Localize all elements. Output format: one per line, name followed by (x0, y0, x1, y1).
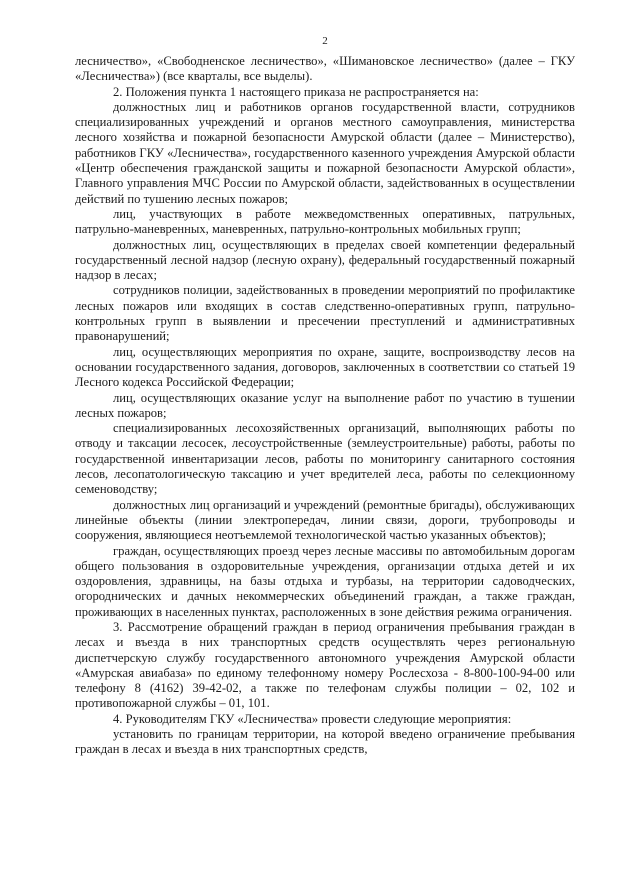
paragraph-firefighting-services: лиц, осуществляющих оказание услуг на выполнение работ по участию в тушении лесных пожаров; (75, 390, 575, 420)
page-number: 2 (322, 35, 328, 47)
paragraph-forest-protection: лиц, осуществляющих мероприятия по охране, защите, воспроизводству лесов на основании государственного задания, договоров, заключенных в соответствии со статьей 19 Лесного кодекса Российской Федерации; (75, 344, 575, 390)
paragraph-item-2: 2. Положения пункта 1 настоящего приказа не распространяется на: (113, 84, 479, 99)
paragraph-patrol-groups: лиц, участвующих в работе межведомственных оперативных, патрульных, патрульно-маневренных, маневренных, патрульно-контрольных мобильных групп; (75, 206, 575, 237)
paragraph-boundaries: установить по границам территории, на которой введено ограничение пребывания граждан в лесах и въезда в них транспортных средств, (75, 727, 575, 757)
paragraph-forest-supervision: должностных лиц, осуществляющих в пределах своей компетенции федеральный государственный лесной надзор (лесную охрану), федеральный государственный пожарный надзор в лесах; (75, 237, 575, 283)
paragraph-police: сотрудников полиции, задействованных в проведении мероприятий по профилактике лесных пожаров или входящих в состав следственно-оперативных групп, патрульно-контрольных групп в выявлении и пресечении преступлений и административных правонарушений; (75, 283, 575, 344)
paragraph-citizens-transit: граждан, осуществляющих проезд через лесные массивы по автомобильным дорогам общего пользования в оздоровительные учреждения, организации отдыха детей и их оздоровления, здравницы, на базы отдыха и турбазы, на территории садоводческих, огороднических и дачных некоммерческих объединений граждан, а также граждан, проживающих в населенных пунктах, расположенных в зоне действия режима ограничения. (75, 543, 575, 619)
paragraph-officials: должностных лиц и работников органов государственной власти, сотрудников специализированных учреждений и органов местного самоуправления, министерства лесного хозяйства и пожарной безопасности Амурской области (далее – Министерство), работников ГКУ «Лесничества», государственного казенного учреждения Амурской области «Центр обеспечения гражданской защиты и пожарной безопасности Амурской области», Главного управления МЧС России по Амурской области, задействованных в осуществлении действий по тушению лесных пожаров; (75, 99, 575, 206)
paragraph-item-3: 3. Рассмотрение обращений граждан в период ограничения пребывания граждан в лесах и въезда в них транспортных средств осуществлять через региональную диспетчерскую службу государственного автономного учреждения Амурской области «Амурская авиабаза» по единому телефонному номеру Рослесхоза - 8-800-100-94-00 или телефону 8 (4162) 39-42-02, а также по телефонам службы полиции – 02, 102 и противопожарной службы – 01, 101. (75, 619, 575, 711)
paragraph-forestry-organizations: специализированных лесохозяйственных организаций, выполняющих работы по отводу и таксации лесосек, лесоустройственные (землеустроительные) работы, работы по государственной инвентаризации лесов, работы по мониторингу санитарного состояния лесов, лесопатологическую таксацию и учет вредителей леса, работы по селекционному семеноводству; (75, 421, 575, 497)
paragraph-item-4: 4. Руководителям ГКУ «Лесничества» провести следующие мероприятия: (113, 711, 512, 726)
paragraph-linear-objects: должностных лиц организаций и учреждений (ремонтные бригады), обслуживающих линейные объекты (линии электропередач, линии связи, дороги, трубопроводы и сооружения, являющиеся неотъемлемой технологической частью указанных объектов); (75, 497, 575, 543)
paragraph-continuation: лесничество», «Свободненское лесничество», «Шимановское лесничество» (далее – ГКУ «Лесничества») (все кварталы, все выделы). (75, 54, 575, 84)
